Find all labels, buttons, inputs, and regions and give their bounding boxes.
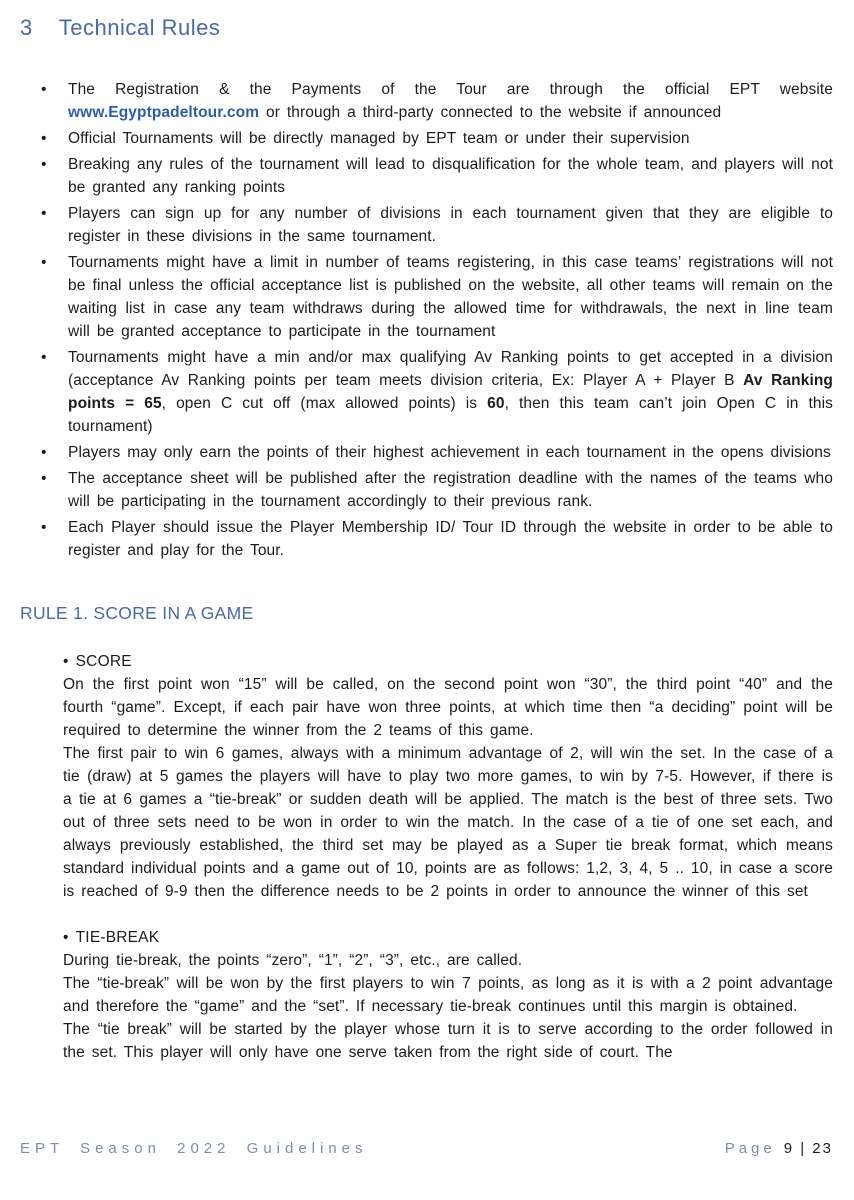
- text-segment: , then this team can’t join Open C in this tournament): [68, 395, 833, 435]
- list-item-official-tournaments: [68, 127, 833, 150]
- text-segment: Each Player should issue the Player Membership ID/ Tour ID through the website in order to be able to register and play for the Tour.: [68, 519, 833, 559]
- list-item-membership-id: [68, 516, 833, 562]
- text-segment: Tournaments might have a limit in number of teams registering, in this case teams’ registrations will not be final unless the official acceptance list is published on the website, all other teams will remain on the waiting list in case any team withdraws during the allowed time for withdrawals, the next in line team will be granted acceptance to participate in the tournament: [68, 254, 833, 340]
- list-item-acceptance-sheet: [68, 467, 833, 513]
- text-segment: The Registration & the Payments of the Tour are through the official EPT website: [68, 81, 833, 98]
- text-segment: or through a third-party connected to the website if announced: [259, 104, 722, 121]
- score-label-text: SCORE: [75, 653, 132, 670]
- text-segment: Official Tournaments will be directly managed by EPT team or under their supervision: [68, 130, 690, 147]
- text-segment: Breaking any rules of the tournament will lead to disqualification for the whole team, and players will not be granted any ranking points: [68, 156, 833, 196]
- text-segment: Tournaments might have a min and/or max qualifying Av Ranking points to get accepted in a division (acceptance Av Ranking points per team meets division criteria, Ex: Player A + Player B: [68, 349, 833, 389]
- tiebreak-paragraph-3: The “tie break” will be started by the player whose turn it is to serve according to the order followed in the set. This player will only have one serve taken from the right side of court. The: [63, 1021, 833, 1061]
- score-paragraph-1: On the first point won “15” will be called, on the second point won “30”, the third point “40” and the fourth “game”. Except, if each pair have won three points, at which time then “a deciding” point will be required to determine the winner from the 2 teams of this game.: [63, 676, 833, 739]
- text-segment: , open C cut off (max allowed points) is: [161, 395, 488, 412]
- tiebreak-label-text: TIE-BREAK: [75, 929, 160, 946]
- page-value: 9 | 23: [783, 1140, 833, 1157]
- list-item-sign-up-divisions: [68, 202, 833, 248]
- score-paragraph-2: The first pair to win 6 games, always with a minimum advantage of 2, will win the set. In the case of a tie (draw) at 5 games the players will have to play two more games, to win by 7-5. However, if there is a tie at 6 games a “tie-break” or sudden death will be applied. The match is the best of three sets. Two out of three sets need to be won in order to win the match. In the case of a tie of one set each, and always previously established, the third set may be played as a Super tie break format, which means standard individual points and a game out of 10, points are as follows: 1,2, 3, 4, 5 .. 10, in case a score is reached of 9-9 then the difference needs to be 2 points in order to announce the winner of this set: [63, 745, 833, 900]
- text-segment: Players can sign up for any number of divisions in each tournament given that they are eligible to register in these divisions in the same tournament.: [68, 205, 833, 245]
- website-link[interactable]: www.Egyptpadeltour.com: [68, 104, 260, 121]
- technical-rules-list: [20, 78, 833, 562]
- section-title: Technical Rules: [58, 15, 221, 40]
- page-footer: [20, 1137, 833, 1160]
- text-segment: The acceptance sheet will be published after the registration deadline with the names of the teams who will be participating in the tournament accordingly to their previous rank.: [68, 470, 833, 510]
- list-item-team-limit: [68, 251, 833, 343]
- list-item-registration: [68, 78, 833, 124]
- score-section-label: [20, 650, 833, 673]
- section-number: 3: [20, 15, 33, 40]
- list-item-breaking-rules: [68, 153, 833, 199]
- text-segment: Av Ranking points = 65: [68, 372, 833, 412]
- tiebreak-paragraph-1: During tie-break, the points “zero”, “1”, “2”, “3”, etc., are called.: [63, 952, 523, 969]
- tiebreak-section-label: [20, 926, 833, 949]
- page-label: Page: [724, 1140, 776, 1157]
- list-item-ranking-points: [68, 346, 833, 438]
- section-heading: [20, 14, 833, 42]
- tiebreak-paragraph-2: The “tie-break” will be won by the first players to win 7 points, as long as it is with a 2 point advantage and therefore the “game” and the “set”. If necessary tie-break continues until this margin is obtained.: [63, 975, 833, 1015]
- rule1-heading: RULE 1. SCORE IN A GAME: [20, 603, 254, 623]
- bullet-marker: •: [63, 653, 69, 670]
- bullet-marker: •: [63, 929, 69, 946]
- footer-document-title: EPT Season 2022 Guidelines: [20, 1140, 368, 1157]
- text-segment: Players may only earn the points of their highest achievement in each tournament in the opens divisions: [68, 444, 831, 461]
- page-number: [725, 1137, 833, 1160]
- list-item-highest-achievement: [68, 441, 833, 464]
- text-segment: 60: [487, 395, 505, 412]
